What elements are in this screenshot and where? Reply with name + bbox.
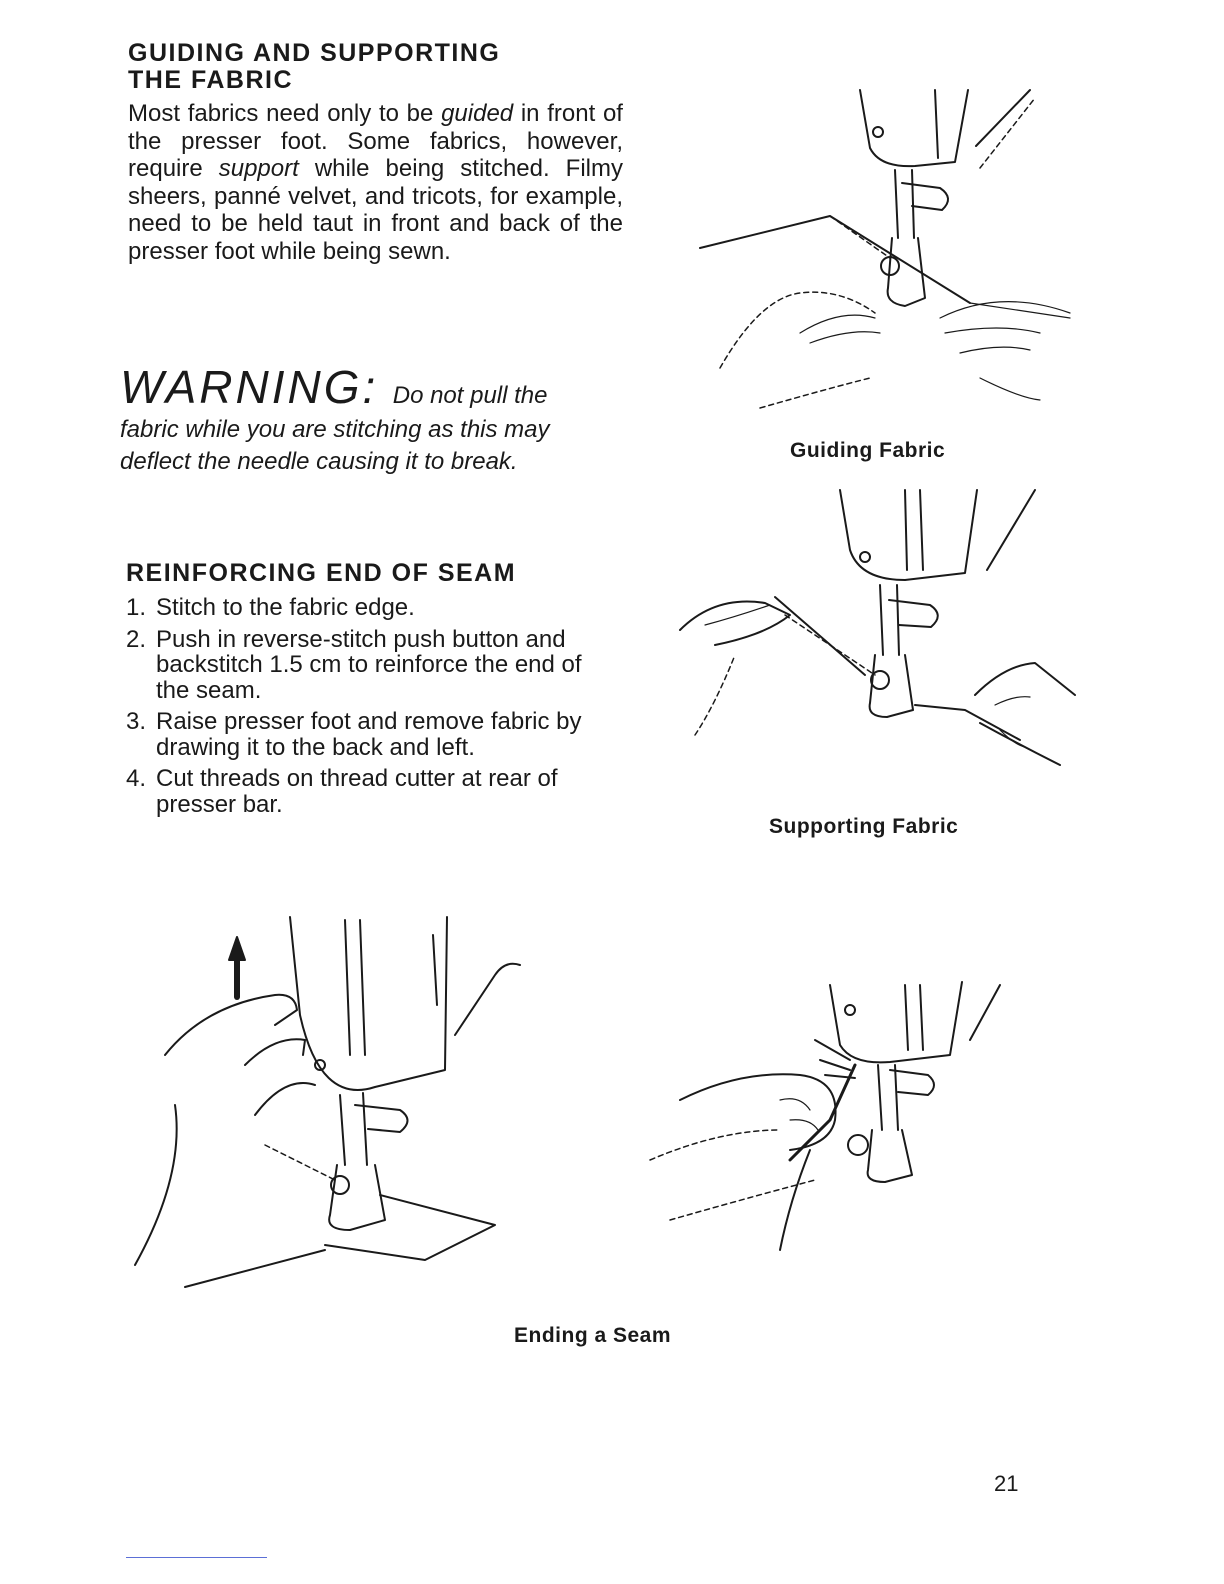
step-number: 1. — [126, 594, 147, 621]
warning-text: fabric while you are stitching as this may deflect the needle causing it to break. — [120, 416, 550, 475]
steps-list — [126, 595, 616, 817]
step-text: Stitch to the fabric edge. — [156, 594, 415, 621]
caption-supporting: Supporting Fabric — [769, 815, 959, 838]
list-item — [126, 766, 616, 817]
list-item — [126, 595, 616, 621]
step-number: 3. — [126, 708, 147, 735]
section-title — [128, 40, 623, 94]
warning-heading: WARNING: — [120, 361, 379, 413]
guiding-fabric-illustration — [680, 88, 1080, 418]
warning-line — [120, 360, 615, 414]
step-number: 2. — [126, 625, 147, 653]
step-text: Push in reverse-stitch push button and backstitch 1.5 cm to reinforce the end of the seam. — [156, 625, 582, 704]
paragraph-text: in front of the presser foot. Some fabrics, however, require — [128, 100, 623, 182]
section-reinforcing — [126, 560, 616, 823]
step-text: Cut threads on thread cutter at rear of presser bar. — [156, 765, 558, 818]
section-guiding — [128, 40, 623, 265]
list-item — [126, 627, 616, 704]
caption-guiding: Guiding Fabric — [790, 439, 946, 462]
ending-seam-left-illustration — [125, 915, 525, 1295]
warning-block — [120, 360, 615, 478]
list-item — [126, 709, 616, 760]
emphasis-guided: guided — [441, 100, 514, 127]
warning-inline-text: Do not pull the — [392, 382, 548, 409]
ending-seam-right-illustration — [640, 970, 1030, 1260]
paragraph-text: while being stitched. Filmy sheers, panné velvet, and tricots, for example, need to be held taut in front and back of the presser foot while being sewn. — [128, 155, 624, 265]
page-number: 21 — [994, 1471, 1019, 1496]
section-title-line1: GUIDING AND SUPPORTING — [128, 39, 501, 67]
caption-ending: Ending a Seam — [514, 1324, 672, 1347]
paragraph-text: Most fabrics need only to be — [128, 100, 442, 127]
section-title: REINFORCING END OF SEAM — [126, 559, 517, 587]
emphasis-support: support — [218, 155, 299, 182]
guiding-paragraph — [128, 100, 623, 265]
supporting-fabric-illustration — [675, 485, 1085, 795]
step-text: Raise presser foot and remove fabric by drawing it to the back and left. — [156, 708, 582, 761]
section-title-line2: THE FABRIC — [128, 66, 293, 94]
footer-rule — [126, 1557, 267, 1558]
step-number: 4. — [126, 765, 147, 792]
